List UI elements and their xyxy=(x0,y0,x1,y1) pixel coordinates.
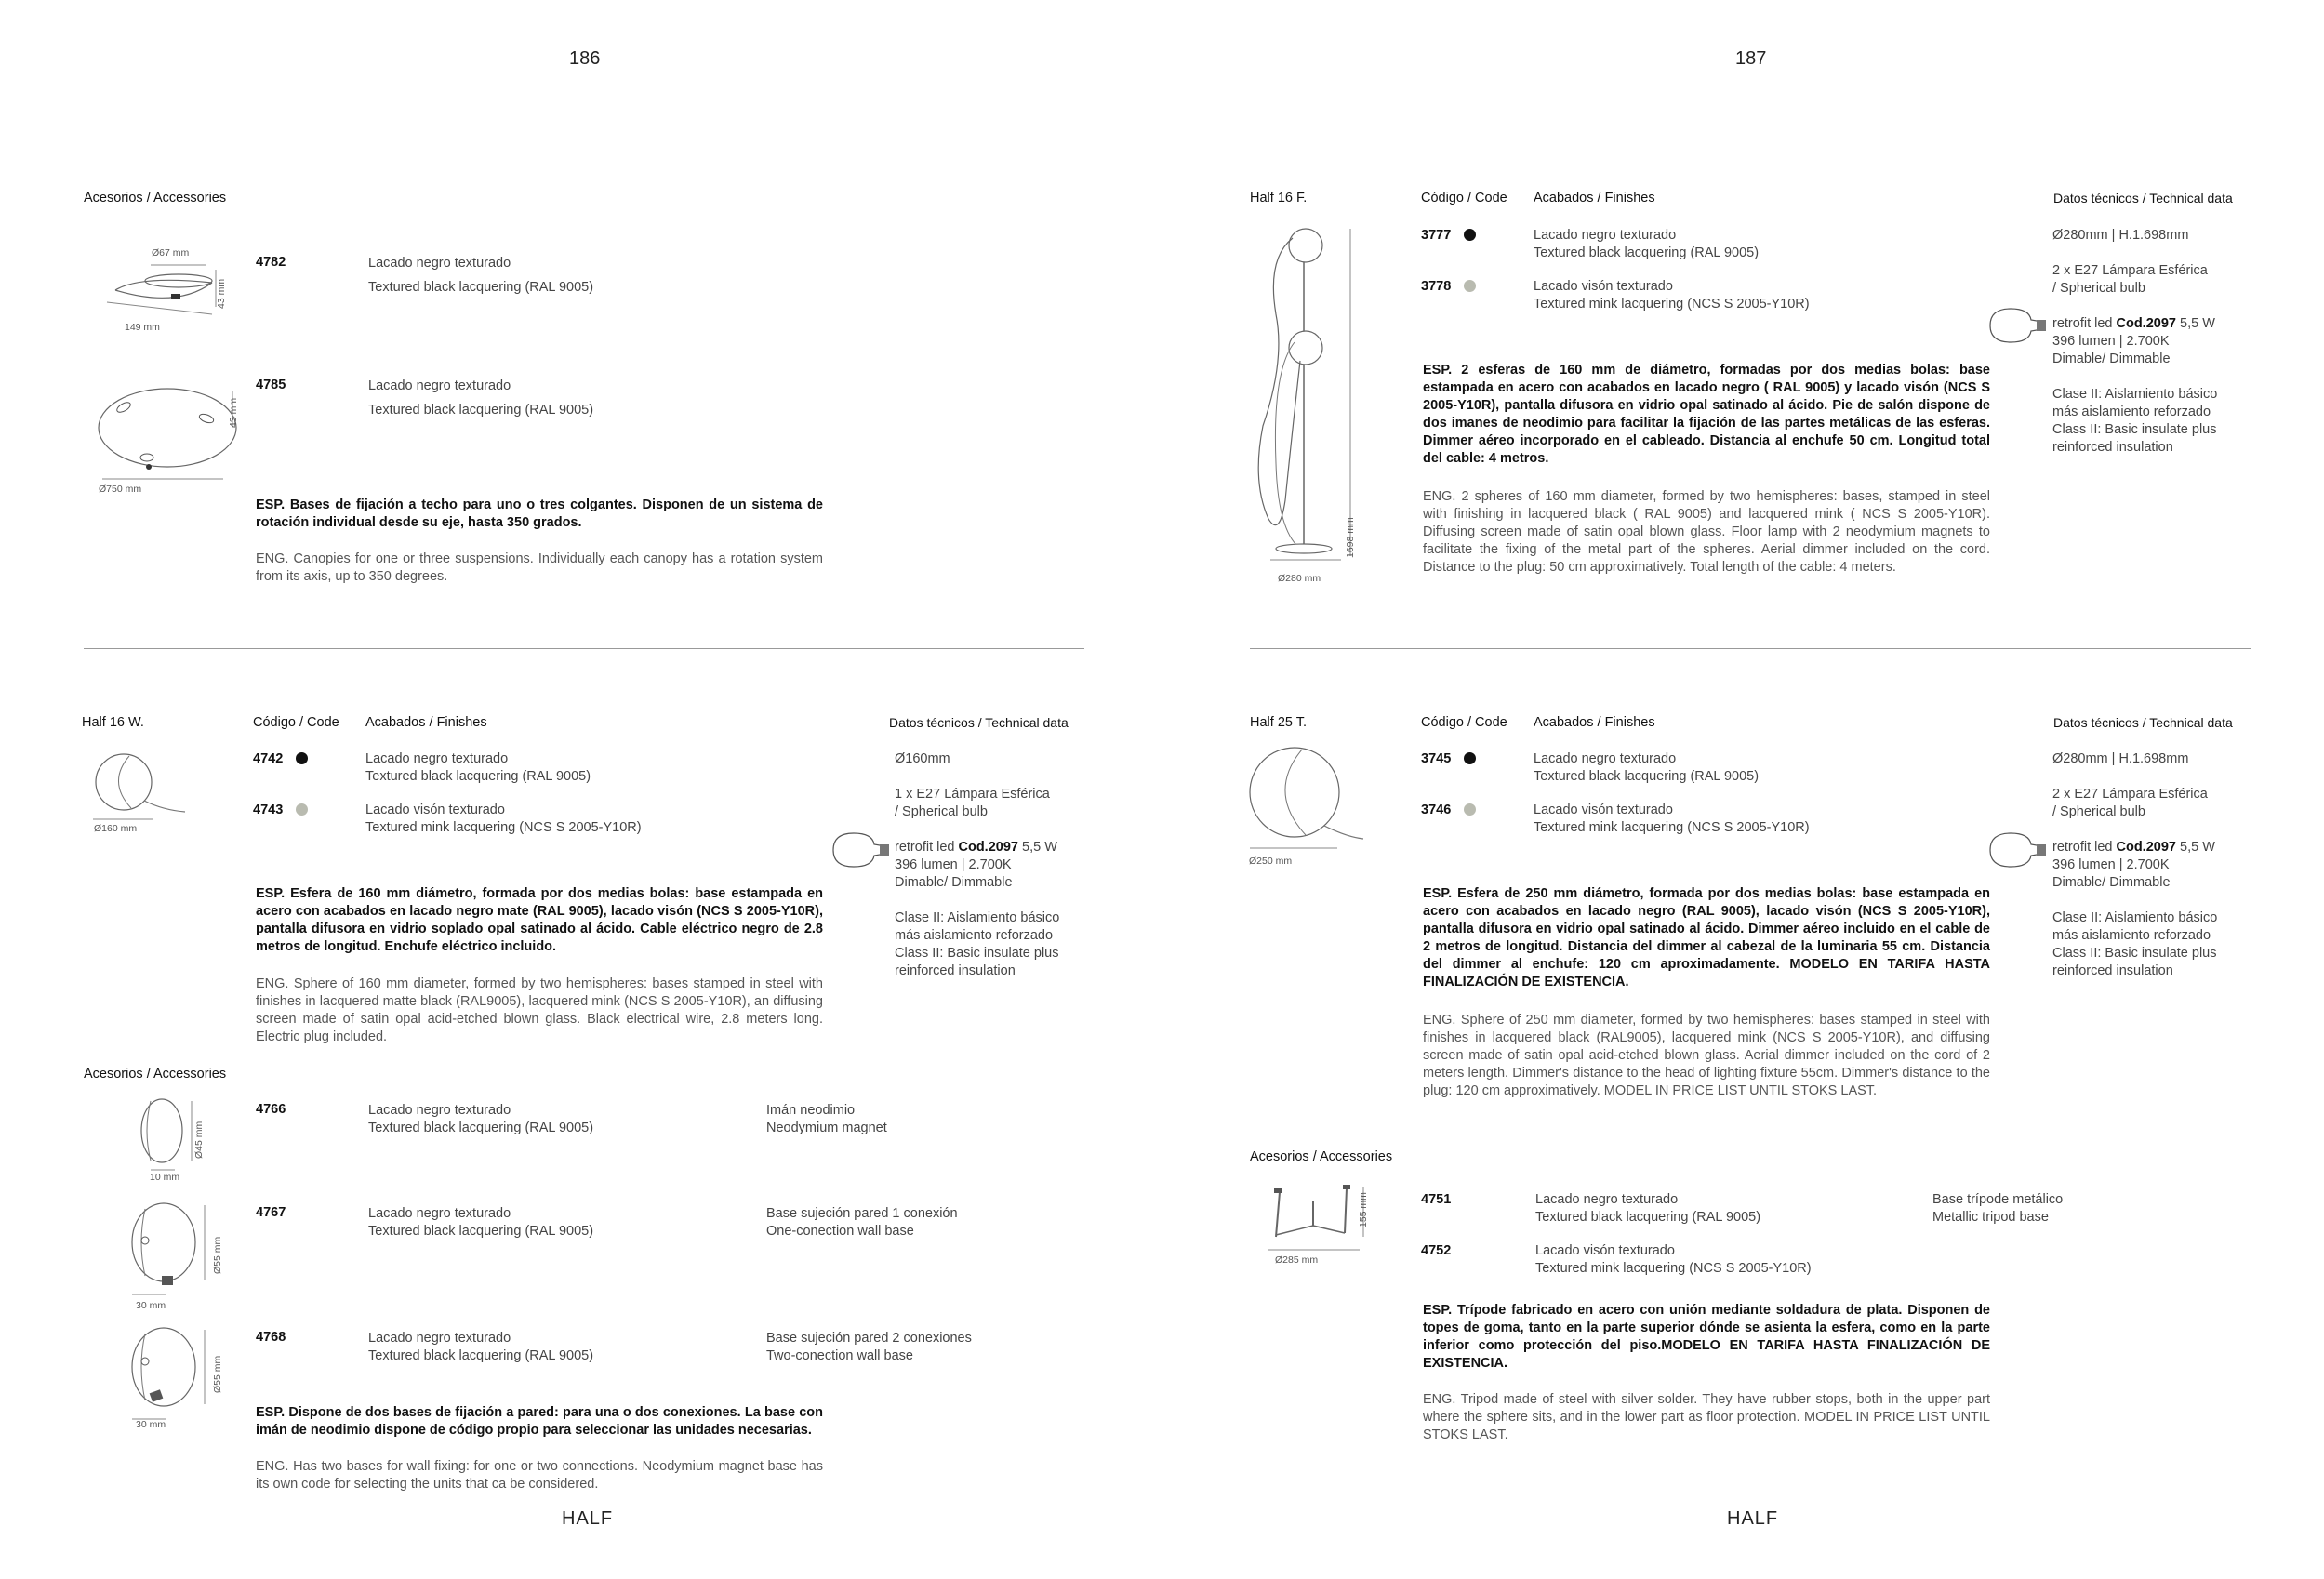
finish-en: Textured black lacquering (RAL 9005) xyxy=(1535,1210,1761,1225)
column-header-code: Código / Code xyxy=(1421,191,1507,206)
column-header-technical: Datos técnicos / Technical data xyxy=(2053,715,2233,730)
finish-swatch-mink xyxy=(1464,280,1476,292)
accessory-desc-en: Two-conection wall base xyxy=(766,1348,913,1363)
dim-label: Ø45 mm xyxy=(193,1121,205,1159)
tech-dimmable: Dimable/ Dimmable xyxy=(2052,875,2171,890)
dim-label: 43 mm xyxy=(216,278,227,309)
product-name: Half 16 W. xyxy=(82,715,144,730)
finish-es: Lacado negro texturado xyxy=(368,378,511,393)
description-eng: ENG. Tripod made of steel with silver solder. They have rubber stops, both in the upper part where the sphere sits, and in the lower part as floor protection. MODEL IN PRICE LIST UNTIL STOKS LAST. xyxy=(1423,1392,1990,1442)
tech-class: Class II: Basic insulate plus xyxy=(895,946,1059,961)
led-bulb-icon xyxy=(826,829,895,870)
description-esp: ESP. 2 esferas de 160 mm de diámetro, formadas por dos medias bolas: base estampada en acero con acabados en lacado negro ( RAL 9005) y lacado visón (NCS S 2005-Y10R), pantalla difusora en vidrio opal satinado al ácido. Pie de salón dispone de dos imanes de neodimio para facilitar la fijación de las partes metálicas de las esferas. Dimmer aéreo incorporado en el cableado. Distancia al enchufe 50 cm. Longitud total del cable: 4 metros. xyxy=(1423,363,1990,466)
column-header-finishes: Acabados / Finishes xyxy=(365,715,487,730)
description-esp: ESP. Esfera de 160 mm diámetro, formada por dos medias bolas: base estampada en acero con acabados en lacado negro mate (RAL 9005), lacado visón (NCS S 2005-Y10R), pantalla difusora en vidrio soplado opal satinado al ácido. Cable eléctrico negro de 2.8 metros de longitud. Enchufe eléctrico incluido. xyxy=(256,886,823,954)
description-esp: ESP. Dispone de dos bases de fijación a pared: para una o dos conexiones. La base con imán de neodimio dispone de código propio para seleccionar las unidades necesarias. xyxy=(256,1405,823,1438)
finish-swatch-mink xyxy=(296,803,308,816)
description-eng: ENG. Sphere of 250 mm diameter, formed by two hemispheres: bases stamped in steel with finishes in lacquered black (RAL9005), lacquered mink (NCS S 2005-Y10R), and diffusing screen made of satin opal acid-etched blown glass. Aerial dimmer included on the cord of 2 meters length. Dimmer's distance to the head of lighting fixture 55cm. Dimmer's distance to the plug: 120 cm approximatively. MODEL IN PRICE LIST UNTIL STOKS LAST. xyxy=(1423,1013,1990,1098)
description-eng: ENG. Has two bases for wall fixing: for one or two connections. Neodymium magnet base has its own code for selecting the units that ca be considered. xyxy=(256,1459,823,1492)
product-name: Half 25 T. xyxy=(1250,715,1307,730)
page-number-right: 187 xyxy=(1735,48,1767,69)
technical-data xyxy=(2052,227,2276,457)
section-title-accessories: Acesorios / Accessories xyxy=(1250,1149,1393,1164)
product-code: 4751 xyxy=(1421,1192,1452,1207)
dim-label: Ø55 mm xyxy=(212,1355,223,1393)
tech-led: retrofit led Cod.2097 5,5 W xyxy=(895,840,1057,855)
column-header-finishes: Acabados / Finishes xyxy=(1534,191,1655,206)
variant-code: 3777 xyxy=(1421,228,1452,243)
column-header-finishes: Acabados / Finishes xyxy=(1534,715,1655,730)
table-lamp-large-sphere-illustration xyxy=(1244,744,1374,856)
variant-code: 3746 xyxy=(1421,803,1452,817)
page-number-left: 186 xyxy=(569,48,601,69)
tech-size: Ø280mm | H.1.698mm xyxy=(2052,751,2189,766)
finish-en: Textured black lacquering (RAL 9005) xyxy=(368,280,594,295)
accessory-desc-es: Base sujeción pared 2 conexiones xyxy=(766,1331,972,1346)
dim-label: 30 mm xyxy=(136,1300,166,1311)
tech-size: Ø280mm | H.1.698mm xyxy=(2052,228,2189,243)
product-code: 4785 xyxy=(256,378,286,392)
dim-label: Ø285 mm xyxy=(1275,1254,1319,1266)
wall-base-double-illustration xyxy=(119,1324,212,1426)
tech-lumen: 396 lumen | 2.700K xyxy=(2052,334,2170,349)
finish-es: Lacado negro texturado xyxy=(1535,1192,1679,1207)
finish-es: Lacado visón texturado xyxy=(1535,1243,1675,1258)
section-divider xyxy=(1250,648,2251,649)
dim-label: Ø250 mm xyxy=(1249,856,1293,867)
variant-code: 4743 xyxy=(253,803,284,817)
accessory-desc-es: Imán neodimio xyxy=(766,1103,856,1118)
description-eng: ENG. Canopies for one or three suspensions. Individually each canopy has a rotation system from its axis, up to 350 degrees. xyxy=(256,551,823,584)
finish-es: Lacado visón texturado xyxy=(1534,279,1673,294)
section-divider xyxy=(84,648,1084,649)
accessory-desc-en: Neodymium magnet xyxy=(766,1121,887,1135)
finish-es: Lacado negro texturado xyxy=(1534,751,1677,766)
finish-en: Textured black lacquering (RAL 9005) xyxy=(365,769,591,784)
product-code: 4752 xyxy=(1421,1243,1452,1258)
finish-es: Lacado negro texturado xyxy=(368,256,511,271)
product-code: 4766 xyxy=(256,1102,286,1117)
column-header-technical: Datos técnicos / Technical data xyxy=(889,715,1069,730)
dim-label: Ø55 mm xyxy=(212,1236,223,1274)
tech-class: reinforced insulation xyxy=(895,963,1016,978)
tech-bulb: 2 x E27 Lámpara Esférica xyxy=(2052,787,2208,802)
tech-lumen: 396 lumen | 2.700K xyxy=(2052,857,2170,872)
tech-bulb: 2 x E27 Lámpara Esférica xyxy=(2052,263,2208,278)
tech-lumen: 396 lumen | 2.700K xyxy=(895,857,1012,872)
finish-swatch-black xyxy=(1464,752,1476,764)
finish-swatch-black xyxy=(296,752,308,764)
tech-class: Clase II: Aislamiento básico xyxy=(895,910,1060,925)
tech-led: retrofit led Cod.2097 5,5 W xyxy=(2052,840,2215,855)
finish-en: Textured black lacquering (RAL 9005) xyxy=(368,1224,594,1239)
tech-bulb-en: / Spherical bulb xyxy=(2052,281,2145,296)
floor-lamp-illustration xyxy=(1257,221,1360,565)
tech-class: más aislamiento reforzado xyxy=(2052,928,2211,943)
tech-bulb-en: / Spherical bulb xyxy=(2052,804,2145,819)
wall-base-single-illustration xyxy=(119,1200,212,1302)
finish-en: Textured mink lacquering (NCS S 2005-Y10R) xyxy=(1534,820,1810,835)
dim-label: Ø280 mm xyxy=(1278,573,1321,584)
tech-class: más aislamiento reforzado xyxy=(895,928,1054,943)
product-code: 4782 xyxy=(256,255,286,270)
technical-data xyxy=(895,750,1109,980)
finish-es: Lacado negro texturado xyxy=(365,751,509,766)
finish-en: Textured black lacquering (RAL 9005) xyxy=(368,1348,594,1363)
accessory-desc-es: Base trípode metálico xyxy=(1932,1192,2064,1207)
column-header-code: Código / Code xyxy=(1421,715,1507,730)
finish-en: Textured black lacquering (RAL 9005) xyxy=(368,403,594,418)
tech-class: más aislamiento reforzado xyxy=(2052,405,2211,419)
page-footer-left: HALF xyxy=(562,1508,614,1529)
canopy-single-illustration xyxy=(102,260,232,325)
tech-class: Clase II: Aislamiento básico xyxy=(2052,387,2218,402)
finish-es: Lacado negro texturado xyxy=(368,1103,511,1118)
canopy-triple-illustration xyxy=(93,381,242,484)
column-header-code: Código / Code xyxy=(253,715,339,730)
description-eng: ENG. 2 spheres of 160 mm diameter, formed by two hemispheres: bases, stamped in steel with finishing in lacquered black ( RAL 9005) and lacquered mink ( NCS S 2005-Y10R). Diffusing screen made of satin opal blown glass. Floor lamp with 2 neodymium magnets to facilitate the fixing of the metal part of the spheres. Aerial dimmer included on the cord. Distance to the plug: 50 cm approximatively. Total length of the cable: 4 meters. xyxy=(1423,489,1990,575)
dim-label: 10 mm xyxy=(150,1172,180,1183)
finish-es: Lacado visón texturado xyxy=(1534,803,1673,817)
tech-bulb-en: / Spherical bulb xyxy=(895,804,988,819)
column-header-technical: Datos técnicos / Technical data xyxy=(2053,191,2233,206)
accessory-desc-es: Base sujeción pared 1 conexión xyxy=(766,1206,958,1221)
accessory-desc-en: One-conection wall base xyxy=(766,1224,914,1239)
variant-code: 4742 xyxy=(253,751,284,766)
tech-bulb: 1 x E27 Lámpara Esférica xyxy=(895,787,1050,802)
finish-es: Lacado negro texturado xyxy=(368,1206,511,1221)
section-title-accessories: Acesorios / Accessories xyxy=(84,191,227,206)
variant-code: 3745 xyxy=(1421,751,1452,766)
product-code: 4768 xyxy=(256,1330,286,1345)
tech-class: reinforced insulation xyxy=(2052,440,2173,455)
description-esp: ESP. Bases de fijación a techo para uno o tres colgantes. Disponen de un sistema de rotación individual desde su eje, hasta 350 grados. xyxy=(256,498,823,530)
finish-es: Lacado negro texturado xyxy=(368,1331,511,1346)
product-code: 4767 xyxy=(256,1205,286,1220)
finish-swatch-mink xyxy=(1464,803,1476,816)
finish-en: Textured black lacquering (RAL 9005) xyxy=(1534,245,1760,260)
dim-label: Ø750 mm xyxy=(99,484,142,495)
accessory-desc-en: Metallic tripod base xyxy=(1932,1210,2049,1225)
description-esp: ESP. Esfera de 250 mm diámetro, formada por dos medias bolas: base estampada en acero con acabados en lacado negro (RAL 9005), lacado visón (NCS S 2005-Y10R), pantalla difusora en vidrio opal satinado al ácido. Dimmer aéreo incluido en el cable de 2 metros de longitud. Distancia del dimmer al cabezal de la luminaria 55 cm. Distancia del dimmer al enchufe: 120 cm aproximadamente. MODELO EN TARIFA HASTA FINALIZACIÓN DE EXISTENCIA. xyxy=(1423,886,1990,989)
tech-dimmable: Dimable/ Dimmable xyxy=(2052,352,2171,366)
technical-data xyxy=(2052,750,2276,980)
dim-label: 155 mm xyxy=(1358,1192,1369,1227)
description-eng: ENG. Sphere of 160 mm diameter, formed by two hemispheres: bases stamped in steel with finishes in lacquered matte black (RAL9005), lacquered mink (NCS S 2005-Y10R), an diffusing screen made of satin opal acid-etched blown glass. Black electrical wire, 2.8 meters long. Electric plug included. xyxy=(256,976,823,1044)
variant-code: 3778 xyxy=(1421,279,1452,294)
finish-es: Lacado negro texturado xyxy=(1534,228,1677,243)
finish-en: Textured black lacquering (RAL 9005) xyxy=(368,1121,594,1135)
table-lamp-sphere-illustration xyxy=(88,749,195,823)
tech-class: Class II: Basic insulate plus xyxy=(2052,422,2217,437)
dim-label: 149 mm xyxy=(125,322,160,333)
tech-class: Class II: Basic insulate plus xyxy=(2052,946,2217,961)
dim-label: 1698 mm xyxy=(1345,517,1356,558)
tech-class: Clase II: Aislamiento básico xyxy=(2052,910,2218,925)
tech-size: Ø160mm xyxy=(895,751,950,766)
section-title-accessories: Acesorios / Accessories xyxy=(84,1067,227,1081)
finish-en: Textured mink lacquering (NCS S 2005-Y10R) xyxy=(365,820,642,835)
tech-led: retrofit led Cod.2097 5,5 W xyxy=(2052,316,2215,331)
dim-label: 30 mm xyxy=(136,1419,166,1430)
dim-label: 43 mm xyxy=(228,397,239,428)
led-bulb-icon xyxy=(1983,829,2052,870)
tech-class: reinforced insulation xyxy=(2052,963,2173,978)
dim-label: Ø67 mm xyxy=(152,247,190,259)
dim-label: Ø160 mm xyxy=(94,823,138,834)
page-footer-right: HALF xyxy=(1727,1508,1779,1529)
finish-en: Textured mink lacquering (NCS S 2005-Y10R) xyxy=(1535,1261,1812,1276)
tech-dimmable: Dimable/ Dimmable xyxy=(895,875,1013,890)
led-bulb-icon xyxy=(1983,305,2052,346)
product-name: Half 16 F. xyxy=(1250,191,1308,206)
finish-swatch-black xyxy=(1464,229,1476,241)
finish-en: Textured black lacquering (RAL 9005) xyxy=(1534,769,1760,784)
description-esp: ESP. Trípode fabricado en acero con unión mediante soldadura de plata. Disponen de topes de goma, tanto en la parte superior dónde se asienta la esfera, como en la parte inferior como protección del piso.MODELO EN TARIFA HASTA FINALIZACIÓN DE EXISTENCIA. xyxy=(1423,1303,1990,1371)
finish-es: Lacado visón texturado xyxy=(365,803,505,817)
finish-en: Textured mink lacquering (NCS S 2005-Y10R) xyxy=(1534,297,1810,312)
